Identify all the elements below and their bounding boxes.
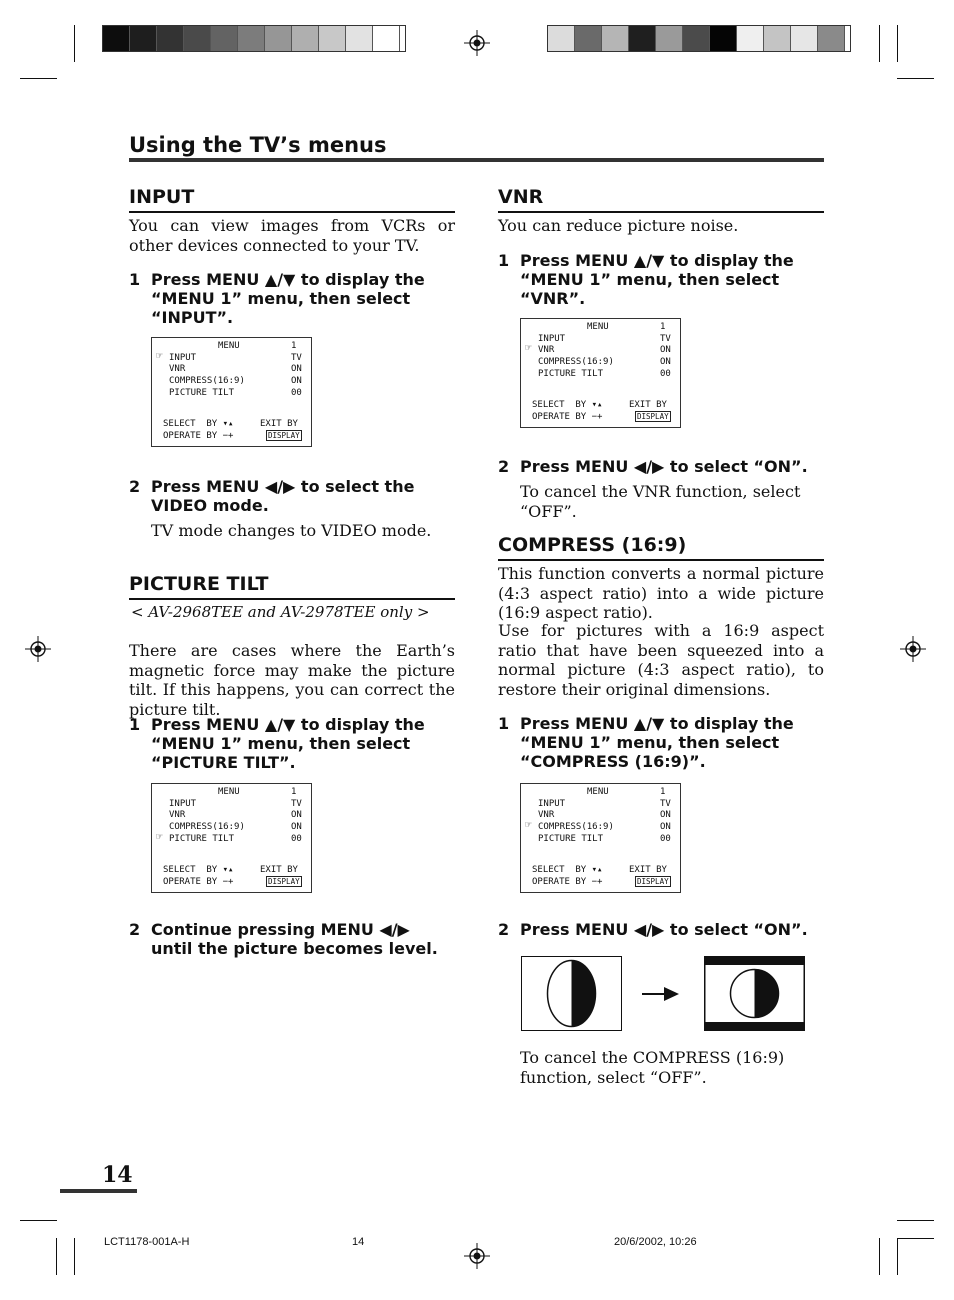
input-intro: You can view images from VCRs or other devices connected to your TV. xyxy=(129,216,455,255)
display-button: DISPLAY xyxy=(637,412,669,421)
page-number: 14 xyxy=(102,1162,133,1188)
compress-heading: COMPRESS (16:9) xyxy=(498,534,687,556)
compress-heading-rule xyxy=(498,559,824,561)
vnr-heading-rule xyxy=(498,211,824,213)
step-number: 2 xyxy=(129,920,141,939)
menu-screen-picture-tilt xyxy=(151,783,312,893)
menu-item-label: INPUT xyxy=(169,799,197,809)
compress-step-2-note: To cancel the COMPRESS (16:9) function, select “OFF”. xyxy=(520,1048,785,1087)
menu-item-label: PICTURE TILT xyxy=(169,388,235,398)
menu-item-label: PICTURE TILT xyxy=(538,369,604,379)
display-button: DISPLAY xyxy=(268,877,300,886)
menu-select-hint: SELECT BY ▾▴ xyxy=(532,400,603,410)
menu-operate-hint: OPERATE BY −+ xyxy=(532,412,603,422)
step-number: 2 xyxy=(129,477,141,496)
compress-intro-1: This function converts a normal picture (4:3 aspect ratio) into a wide picture (16:9 aspect ratio). xyxy=(498,564,824,622)
menu-item-value: ON xyxy=(291,364,302,374)
menu-item-value: ON xyxy=(291,822,302,832)
registration-target-icon xyxy=(25,636,51,662)
menu-item-label: COMPRESS(16:9) xyxy=(538,822,614,832)
section-title-rule xyxy=(129,158,824,162)
vnr-intro: You can reduce picture noise. xyxy=(498,216,739,235)
menu-page: 1 xyxy=(660,322,666,332)
menu-operate-hint: OPERATE BY −+ xyxy=(163,877,234,887)
menu-item-value: ON xyxy=(660,345,671,355)
menu-page: 1 xyxy=(291,787,297,797)
input-heading: INPUT xyxy=(129,186,195,208)
menu-item-value: TV xyxy=(291,353,302,363)
picture-tilt-intro: There are cases where the Earth’s magnetic force may make the picture tilt. If this happens, you can correct the picture tilt. xyxy=(129,641,455,719)
step-text: Press MENU ▲/▼ to display the “MENU 1” menu, then select “COMPRESS (16:9)”. xyxy=(520,714,794,771)
menu-item-value: TV xyxy=(660,334,671,344)
menu-item-label: COMPRESS(16:9) xyxy=(169,376,245,386)
registration-target-icon xyxy=(900,636,926,662)
menu-item-value: 00 xyxy=(660,369,671,379)
hand-pointer-icon: ☞ xyxy=(156,349,163,362)
menu-item-value: ON xyxy=(291,376,302,386)
hand-pointer-icon: ☞ xyxy=(525,818,532,831)
menu-item-value: ON xyxy=(660,357,671,367)
crop-mark xyxy=(879,1238,880,1275)
menu-exit-hint: EXIT BY xyxy=(629,400,667,410)
step-number: 1 xyxy=(129,270,141,289)
menu-item-value: 00 xyxy=(660,834,671,844)
menu-item-value: ON xyxy=(660,810,671,820)
step-text: Press MENU ◀/▶ to select “ON”. xyxy=(520,920,808,939)
menu-page: 1 xyxy=(291,341,297,351)
step-number: 1 xyxy=(498,251,510,270)
picture-tilt-heading-rule xyxy=(129,598,455,600)
footer-page: 14 xyxy=(352,1236,365,1248)
menu-item-value: TV xyxy=(660,799,671,809)
menu-select-hint: SELECT BY ▾▴ xyxy=(532,865,603,875)
step-number: 2 xyxy=(498,920,510,939)
footer-timestamp: 20/6/2002, 10:26 xyxy=(614,1236,697,1248)
right-color-strip xyxy=(547,25,851,52)
menu-operate-hint: OPERATE BY −+ xyxy=(163,431,234,441)
footer-doc-code: LCT1178-001A-H xyxy=(104,1236,190,1248)
menu-title: MENU xyxy=(587,787,609,797)
menu-item-label: INPUT xyxy=(538,334,566,344)
crop-mark xyxy=(897,1238,898,1275)
crop-mark xyxy=(74,25,75,62)
menu-screen-input xyxy=(151,337,312,447)
compress-intro-2: Use for pictures with a 16:9 aspect ratio that have been squeezed into a normal picture (4:3 aspect ratio), to restore their original dimensions. xyxy=(498,621,824,699)
menu-item-label: PICTURE TILT xyxy=(538,834,604,844)
crop-mark xyxy=(897,78,934,79)
vnr-heading: VNR xyxy=(498,186,544,208)
crop-mark xyxy=(897,1238,934,1239)
menu-item-label: VNR xyxy=(538,810,555,820)
input-heading-rule xyxy=(129,211,455,213)
section-title: Using the TV’s menus xyxy=(129,133,387,157)
step-text: Press MENU ◀/▶ to select “ON”. xyxy=(520,457,808,476)
menu-page: 1 xyxy=(660,787,666,797)
input-step-2-note: TV mode changes to VIDEO mode. xyxy=(151,521,432,540)
vnr-step-2-note: To cancel the VNR function, select “OFF”. xyxy=(520,482,801,521)
step-text: Press MENU ▲/▼ to display the “MENU 1” menu, then select “INPUT”. xyxy=(151,270,425,327)
crop-mark xyxy=(879,25,880,62)
crop-mark xyxy=(897,1220,934,1221)
menu-screen-vnr xyxy=(520,318,681,428)
step-text: Continue pressing MENU ◀/▶ until the picture becomes level. xyxy=(151,920,438,958)
menu-select-hint: SELECT BY ▾▴ xyxy=(163,865,234,875)
step-number: 1 xyxy=(498,714,510,733)
menu-title: MENU xyxy=(587,322,609,332)
crop-mark xyxy=(56,1238,57,1275)
left-color-strip xyxy=(102,25,406,52)
menu-item-label: COMPRESS(16:9) xyxy=(538,357,614,367)
picture-tilt-heading: PICTURE TILT xyxy=(129,573,269,595)
step-text: Press MENU ◀/▶ to select the VIDEO mode. xyxy=(151,477,415,515)
menu-exit-hint: EXIT BY xyxy=(629,865,667,875)
menu-exit-hint: EXIT BY xyxy=(260,865,298,875)
squeezed-picture-illustration xyxy=(521,956,622,1031)
menu-title: MENU xyxy=(218,787,240,797)
wide-picture-illustration xyxy=(704,956,805,1031)
menu-item-value: ON xyxy=(660,822,671,832)
menu-item-label: VNR xyxy=(538,345,555,355)
menu-item-label: VNR xyxy=(169,810,186,820)
menu-operate-hint: OPERATE BY −+ xyxy=(532,877,603,887)
menu-item-value: ON xyxy=(291,810,302,820)
registration-target-icon xyxy=(464,30,490,56)
menu-select-hint: SELECT BY ▾▴ xyxy=(163,419,234,429)
menu-item-value: TV xyxy=(291,799,302,809)
menu-item-value: 00 xyxy=(291,834,302,844)
display-button: DISPLAY xyxy=(637,877,669,886)
picture-tilt-models: < AV-2968TEE and AV-2978TEE only > xyxy=(131,603,430,621)
step-text: Press MENU ▲/▼ to display the “MENU 1” menu, then select “VNR”. xyxy=(520,251,794,308)
menu-item-value: 00 xyxy=(291,388,302,398)
right-arrow-icon xyxy=(642,985,680,1003)
display-button: DISPLAY xyxy=(268,431,300,440)
step-text: Press MENU ▲/▼ to display the “MENU 1” menu, then select “PICTURE TILT”. xyxy=(151,715,425,772)
crop-mark xyxy=(20,78,57,79)
hand-pointer-icon: ☞ xyxy=(156,830,163,843)
step-number: 1 xyxy=(129,715,141,734)
registration-target-icon xyxy=(464,1243,490,1269)
page-number-rule xyxy=(60,1189,137,1193)
step-number: 2 xyxy=(498,457,510,476)
crop-mark xyxy=(20,1220,57,1221)
menu-screen-compress xyxy=(520,783,681,893)
menu-item-label: COMPRESS(16:9) xyxy=(169,822,245,832)
menu-item-label: INPUT xyxy=(538,799,566,809)
menu-item-label: PICTURE TILT xyxy=(169,834,235,844)
menu-exit-hint: EXIT BY xyxy=(260,419,298,429)
hand-pointer-icon: ☞ xyxy=(525,341,532,354)
menu-title: MENU xyxy=(218,341,240,351)
menu-item-label: INPUT xyxy=(169,353,197,363)
menu-item-label: VNR xyxy=(169,364,186,374)
crop-mark xyxy=(897,25,898,62)
crop-mark xyxy=(74,1238,75,1275)
